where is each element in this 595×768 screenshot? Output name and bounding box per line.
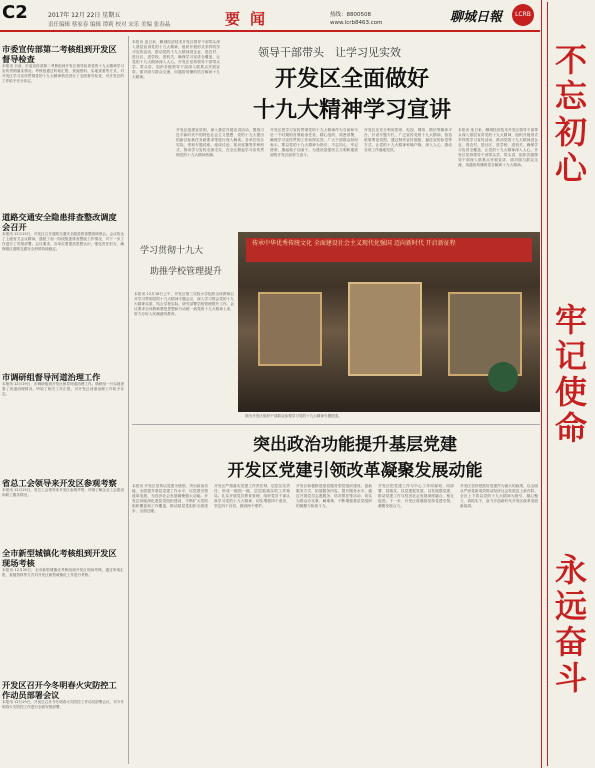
second-story-col-3: 开发区积极推进基层服务型党组织建设，创新服务方式，拓展服务内容，提升服务水平。通过开展党员志愿服务、结对帮扶等活动，切实为群众办实事、解难事，不断增强基层党组织的凝聚力和战斗力。 [296, 484, 372, 508]
display-case [258, 292, 322, 366]
main-story-col-1: 本报讯 连日来，聊城经济技术开发区领导干部带头深入基层宣讲党的十九大精神，组织开展形式多样的学习宣传活动，推动党的十九大精神进企业、进农村、进社区、进学校、进机关，确保学习宣讲全覆盖，让党的十九大精神深入人心。开发区坚持领导干部带头学、带头讲，组织各级领导干部深入联系点开展宣讲，面对面与群众交流，用通俗易懂的语言解读十九大精神。 [132, 40, 220, 79]
page-code: C2 [2, 2, 28, 23]
brief-body: 本报讯 12月20日，全市新型城镇化考核组到开发区现场考核，通过听取汇报、查阅资料等方式对开发区新型城镇化工作进行考核。 [2, 568, 124, 577]
photo-banner: 传承中华优秀传统文化 全面建设社会主义现代化强国 迈向新时代 开启新征程 [246, 238, 532, 262]
brief-1 [2, 44, 124, 84]
story-divider [132, 424, 540, 425]
second-title-line-2: 开发区党建引领改革凝聚发展动能 [227, 461, 483, 481]
newspaper-logo-icon: LCRB [512, 4, 534, 26]
second-title-line-1: 突出政治功能提升基层党建 [253, 435, 457, 455]
section-title: 要闻 [225, 10, 276, 28]
brief-headline: 全市新型城镇化考核组到开发区现场考核 [2, 548, 117, 568]
slogan-line-3: 永远奋斗 [550, 553, 588, 697]
photo-caption: 图为开发区组织干部群众参观学习党的十九大精神专题展览。 [245, 414, 343, 418]
main-story-col-4: 开发区还充分利用报纸、电视、网络、微信等媒体平台，开设专题专栏，广泛宣传党的十九大精神，营造浓厚舆论氛围。通过制作宣传展板、悬挂宣传标语等方式，让党的十九大精神家喻户晓、深入人心，推动各项工作落地见效。 [364, 128, 452, 152]
main-story-col-3: 开发区把学习宣传贯彻党的十九大精神作为当前和今后一个时期的首要政治任务，精心组织、周密部署，确保学习宣传贯彻工作取得实效。广大干部群众纷纷表示，要以党的十九大精神为指引，不忘初心、牢记使命，撸起袖子加油干，为建设富强民主文明和谐美丽的开发区而努力奋斗。 [270, 128, 358, 157]
website: www.lcrb8463.com [330, 20, 383, 26]
slogan-border [547, 2, 548, 766]
brief-body: 本报讯 日前，市委宣传部第二考核组到开发区督导检查党的十九大精神学习宣传贯彻落实情况。考核组通过听取汇报、查阅资料、实地查看等方式，对开发区学习宣传贯彻党的十九大精神情况进行了全面督导检查，对开发区的工作给予充分肯定。 [2, 64, 124, 83]
brief-headline: 省总工会领导来开发区参观考察 [2, 478, 117, 488]
main-story-col-5: 本报讯 连日来，聊城经济技术开发区领导干部带头深入基层宣讲党的十九大精神，组织开展形式多样的学习宣传活动，推动党的十九大精神进企业、进农村、进社区、进学校、进机关，确保学习宣讲全覆盖，让党的十九大精神深入人心。开发区坚持领导干部带头学、带头讲，组织各级领导干部深入联系点开展宣讲，面对面与群众交流，用通俗易懂的语言解读十九大精神。 [458, 128, 538, 167]
main-title-line-1: 开发区全面做好 [274, 66, 429, 92]
masthead: 聊城日報 [450, 10, 503, 25]
side-kicker-line-1: 学习贯彻十九大 [140, 246, 204, 256]
brief-4 [2, 478, 124, 498]
exhibition-photo [238, 232, 540, 412]
second-story-col-1: 本报讯 开发区坚持以党建为统领，突出政治功能，全面提升基层党建工作水平，以党建引领改革发展，为经济社会发展凝聚强大动能。开发区持续深化基层党组织建设，不断扩大党的组织覆盖和工作覆盖，推动基层党组织全面进步、全面过硬。 [132, 484, 208, 513]
page-header [0, 0, 595, 40]
brief-body: 本报讯 12月19日，市调研组到开发区督导河道治理工作。调研组一行实地查看了河道治理情况，听取了相关工作汇报，对开发区河道治理工作给予肯定。 [2, 382, 124, 396]
main-kicker: 领导干部带头 让学习见实效 [258, 46, 401, 59]
brief-6 [2, 680, 124, 710]
editor-credits: 责任编辑 蔡家春 编辑 谭莉 校对 宋乐 美编 张春晶 [48, 22, 171, 28]
issue-date: 2017年 12月 22日 星期五 [48, 12, 121, 19]
brief-headline: 开发区召开今冬明春火灾防控工作动员部署会议 [2, 680, 117, 700]
brief-headline: 市调研组督导河道治理工作 [2, 372, 101, 382]
second-story-col-2: 开发区严格落实党建工作责任制，层层压实责任，形成一级抓一级、层层抓落实的工作格局。扎实开展党员教育管理，组织党员干部认真学习党的十九大精神，切实增强四个意识，坚定四个自信，做到两个维护。 [214, 484, 290, 508]
header-rule [0, 30, 540, 32]
main-story-col-2: 开发区组建宣讲团，深入基层开展宣讲活动，围绕习近平新时代中国特色社会主义思想、党的十九大提出的新目标新任务新要求等进行深入解读。各单位结合实际，采取专题讲座、座谈讨论、知识竞赛等多种形式，推动学习宣传走深走实，在全区掀起学习宣传贯彻党的十九大精神热潮。 [176, 128, 264, 157]
column-divider [128, 36, 129, 764]
slogan-line-1: 不忘初心 [550, 43, 588, 187]
brief-body: 本报讯 12月19日，开发区召开今冬明春火灾防控工作动员部署会议，对今冬明春火灾防控工作进行全面安排部署。 [2, 700, 124, 709]
brief-headline: 道路交通安全隐患排查整改调度会召开 [2, 212, 117, 232]
brief-body: 本报讯 12月15日，开发区召开道路交通安全隐患排查整改调度会。会议传达了上级有关会议精神，通报了前一阶段隐患排查整改工作情况，对下一步工作进行了安排部署。会议要求，各单位要提高思想认识，强化责任担当，确保辖区道路交通安全形势持续稳定。 [2, 232, 124, 251]
brief-3 [2, 372, 124, 397]
brief-headline: 市委宣传部第二考核组到开发区督导检查 [2, 44, 117, 64]
main-title-line-2: 十九大精神学习宣讲 [252, 97, 451, 123]
brief-body: 本报讯 12月15日，省总工会领导来开发区参观考察，详细了解企业工会建设和职工服务情况。 [2, 488, 124, 497]
second-story-col-4: 开发区把党建工作与中心工作同谋划、同部署、同落实，以党建促发展、以发展强党建，推动党建工作与经济社会发展深度融合、相互促进。下一步，开发区将继续坚持党建引领，凝聚发展合力。 [378, 484, 454, 508]
brief-5 [2, 548, 124, 578]
decor-dragon [488, 362, 518, 392]
hotline: 热线：8800508 [330, 12, 371, 18]
slogan-line-2: 牢记使命 [550, 303, 588, 447]
display-case [348, 282, 422, 376]
second-story-col-5: 开发区坚持把抓好党建作为最大的政绩，以全面从严治党新成效推动经济社会发展迈上新台阶。全区上下将以党的十九大精神为指引，凝心聚力、真抓实干，奋力开创新时代开发区改革发展新局面。 [460, 484, 538, 508]
side-kicker-line-2: 助推学校管理提升 [150, 267, 223, 277]
brief-2 [2, 212, 124, 252]
side-story-body: 本报讯 12月18日上午，开发区第三实验小学组织全体教师召开学习贯彻党的十九大精神专题会议，深入学习领会党的十九大精神实质，结合学校实际，研究部署学校管理提升工作。会议要求全体教师要把思想和行动统一到党的十九大精神上来，努力办好人民满意的教育。 [134, 292, 234, 316]
